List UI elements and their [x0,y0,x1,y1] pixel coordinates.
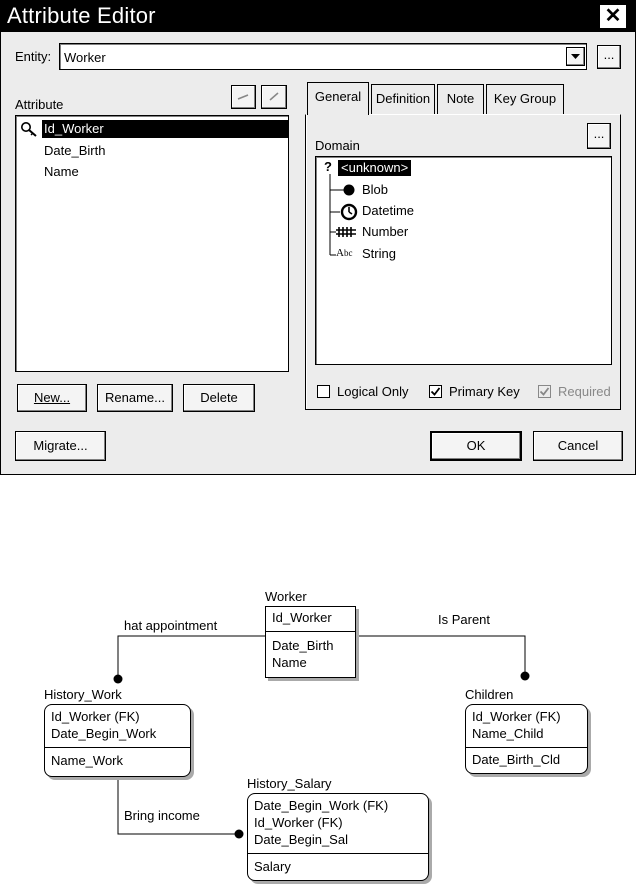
domain-browse-button[interactable]: ... [587,123,611,149]
svg-text:bc: bc [344,248,353,258]
domain-item-blob[interactable]: Blob [362,182,389,197]
checkmark-icon [539,386,550,397]
entity-name-children: Children [465,687,514,702]
domain-tree[interactable] [315,156,612,365]
domain-item-string[interactable]: String [362,246,396,261]
attribute-item-id-worker[interactable]: Id_Worker [42,120,288,138]
logical-only-checkbox[interactable] [317,385,330,398]
relationship-label-bring-income: Bring income [124,808,200,823]
rename-button[interactable] [97,384,173,412]
svg-text:A: A [336,247,344,259]
move-down-button[interactable] [261,85,287,109]
entity-key: Date_Begin_Sal [254,832,348,847]
migrate-button[interactable] [15,431,106,461]
entity-attr: Salary [254,859,291,874]
domain-item-datetime[interactable]: Datetime [362,203,415,218]
entity-key: Id_Worker [272,610,332,625]
entity-attr: Date_Birth [272,638,334,653]
relationship-endpoint-dot [521,672,530,681]
entity-combobox[interactable] [59,43,587,70]
entity-box-history-work[interactable] [44,704,191,777]
attribute-list[interactable] [15,115,289,372]
ok-button[interactable] [430,431,522,461]
domain-item-number[interactable]: Number [362,224,409,239]
blob-icon [343,184,355,196]
primary-key-checkbox[interactable] [429,385,442,398]
up-arrow-icon [232,86,255,108]
tab-definition[interactable]: Definition [371,84,435,114]
close-button[interactable]: ✕ [599,4,627,29]
ok-button-label: OK [466,438,486,453]
entity-box-worker[interactable] [265,606,356,678]
attribute-item-date-birth[interactable]: Date_Birth [44,143,106,158]
required-label: Required [558,384,611,399]
delete-button[interactable] [183,384,255,412]
number-icon [336,225,358,239]
key-icon [20,121,38,137]
entity-key: Date_Begin_Work [51,726,157,741]
entity-key: Id_Worker (FK) [254,815,343,830]
new-button-label: New... [33,390,71,405]
string-icon [336,245,360,259]
relationship-endpoint-dot [114,675,123,684]
entity-box-history-salary[interactable] [247,793,429,881]
entity-attr: Name [272,655,307,670]
checkmark-icon [430,386,441,397]
attribute-item-name[interactable]: Name [44,164,79,179]
down-arrow-icon [262,86,286,108]
tab-note[interactable]: Note [437,84,484,114]
entity-browse-button[interactable]: ... [597,45,621,69]
entity-dropdown-button[interactable] [566,47,585,66]
entity-attr: Name_Work [51,753,124,768]
dialog-title: Attribute Editor [7,3,156,28]
tab-key-group[interactable]: Key Group [486,84,564,114]
migrate-button-label: Migrate... [33,438,88,453]
entity-key: Id_Worker (FK) [51,709,140,724]
er-diagram [0,575,636,891]
entity-label: Entity: [15,49,52,64]
relationship-label-hat-appointment: hat appointment [124,618,218,633]
attribute-label: Attribute [15,97,64,112]
cancel-button[interactable] [533,431,623,461]
new-button[interactable] [17,384,87,412]
key-divider [466,747,587,748]
required-checkbox [538,385,551,398]
entity-key: Date_Begin_Work (FK) [254,798,389,813]
entity-attr: Date_Birth_Cld [472,752,561,767]
clock-icon [340,203,358,221]
entity-name-history-work: History_Work [44,687,122,702]
entity-key: Name_Child [472,726,544,741]
rename-button-label: Rename... [105,390,165,405]
domain-label: Domain [315,138,360,153]
title-bar[interactable] [1,1,635,32]
move-up-button[interactable] [231,85,256,109]
entity-box-children[interactable] [465,704,588,774]
entity-name-history-salary: History_Salary [247,776,332,791]
entity-value: Worker [64,50,106,65]
primary-key-label[interactable]: Primary Key [449,384,520,399]
relationship-endpoint-dot [235,830,244,839]
logical-only-label[interactable]: Logical Only [337,384,409,399]
key-divider [266,631,355,632]
unknown-icon: ? [324,159,332,174]
domain-item-unknown[interactable]: <unknown> [338,160,411,176]
general-tab-panel [305,114,621,410]
relationship-label-is-parent: Is Parent [438,612,491,627]
entity-key: Id_Worker (FK) [472,709,561,724]
tab-general[interactable]: General [307,82,369,115]
entity-name-worker: Worker [265,589,307,604]
key-divider [248,853,428,854]
key-divider [45,747,190,748]
delete-button-label: Delete [200,390,238,405]
cancel-button-label: Cancel [557,438,599,453]
chevron-down-icon [567,48,584,65]
